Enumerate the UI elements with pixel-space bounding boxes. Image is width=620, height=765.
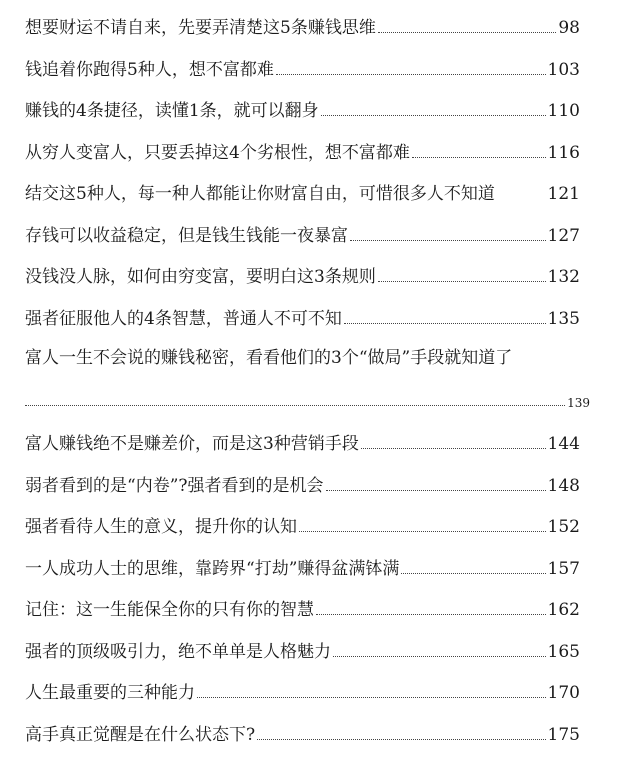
toc-entry-title: 强者征服他人的4条智慧，普通人不可不知 xyxy=(25,309,342,329)
dot-leader xyxy=(361,447,546,449)
toc-entry-title: 人生最重要的三种能力 xyxy=(25,683,195,703)
toc-entry-page: 110 xyxy=(547,101,580,121)
toc-entry[interactable] xyxy=(25,470,580,496)
dot-leader xyxy=(197,696,546,698)
toc-entry-page: 152 xyxy=(547,517,580,537)
toc-entry-title: 强者的顶级吸引力，绝不单单是人格魅力 xyxy=(25,642,331,662)
dot-leader xyxy=(299,530,546,532)
toc-entry-page: 116 xyxy=(547,143,580,163)
toc-entry[interactable] xyxy=(25,178,580,204)
toc-entry-title: 钱追着你跑得5种人，想不富都难 xyxy=(25,60,274,80)
toc-entry-title: 赚钱的4条捷径，读懂1条，就可以翻身 xyxy=(25,101,319,121)
toc-entry-title: 一人成功人士的思维，靠跨界“打劫”赚得盆满钵满 xyxy=(25,559,400,579)
toc-entry[interactable] xyxy=(25,553,580,579)
dot-leader xyxy=(326,489,546,491)
toc-entry-page: 139 xyxy=(567,396,590,410)
toc-entry[interactable] xyxy=(25,261,580,287)
toc-entry-title: 高手真正觉醒是在什么状态下? xyxy=(25,725,256,745)
toc-entry-page: 144 xyxy=(547,434,580,454)
toc-entry-page: 175 xyxy=(547,725,580,745)
toc-entry[interactable] xyxy=(25,137,580,163)
toc-entry[interactable] xyxy=(25,95,580,121)
toc-entry-title: 从穷人变富人，只要丢掉这4个劣根性，想不富都难 xyxy=(25,143,410,163)
toc-entry-wrapped-leader-line[interactable] xyxy=(25,395,590,409)
dot-leader xyxy=(333,655,546,657)
toc-entry-title: 记住：这一生能保全你的只有你的智慧 xyxy=(25,600,314,620)
toc-entry-page: 135 xyxy=(547,309,580,329)
toc-entry[interactable] xyxy=(25,54,580,80)
toc-entry[interactable] xyxy=(25,677,580,703)
table-of-contents xyxy=(25,0,590,765)
toc-entry-wrapped-title[interactable]: 富人一生不会说的赚钱秘密，看看他们的3个“做局”手段就知道了 xyxy=(25,348,513,368)
dot-leader xyxy=(344,322,546,324)
toc-entry-page: 103 xyxy=(547,60,580,80)
toc-entry-page: 98 xyxy=(558,18,580,38)
dot-leader xyxy=(276,73,546,75)
toc-entry[interactable] xyxy=(25,719,580,745)
dot-leader xyxy=(412,156,546,158)
dot-leader xyxy=(350,239,546,241)
dot-leader xyxy=(257,738,545,740)
toc-entry-page: 165 xyxy=(547,642,580,662)
toc-entry-title: 强者看待人生的意义，提升你的认知 xyxy=(25,517,297,537)
toc-entry-title: 结交这5种人，每一种人都能让你财富自由，可惜很多人不知道 xyxy=(25,184,495,204)
toc-entry[interactable] xyxy=(25,220,580,246)
toc-entry[interactable] xyxy=(25,12,580,38)
dot-leader xyxy=(25,404,565,406)
toc-entry-title: 想要财运不请自来，先要弄清楚这5条赚钱思维 xyxy=(25,18,376,38)
toc-entry[interactable] xyxy=(25,636,580,662)
toc-entry-page: 127 xyxy=(547,226,580,246)
dot-leader xyxy=(378,280,546,282)
toc-entry-page: 162 xyxy=(547,600,580,620)
toc-entry[interactable] xyxy=(25,303,580,329)
toc-entry[interactable] xyxy=(25,428,580,454)
toc-entry-page: 170 xyxy=(547,683,580,703)
toc-entry-title: 弱者看到的是“内卷”?强者看到的是机会 xyxy=(25,476,324,496)
dot-leader xyxy=(401,572,545,574)
toc-entry-title: 存钱可以收益稳定，但是钱生钱能一夜暴富 xyxy=(25,226,348,246)
toc-entry-page: 148 xyxy=(547,476,580,496)
toc-entry-page: 157 xyxy=(547,559,580,579)
toc-entry-title: 富人赚钱绝不是赚差价，而是这3种营销手段 xyxy=(25,434,359,454)
dot-leader xyxy=(378,31,557,33)
dot-leader xyxy=(321,114,546,116)
toc-entry-page: 121 xyxy=(547,184,580,204)
toc-entry-title: 没钱没人脉，如何由穷变富，要明白这3条规则 xyxy=(25,267,376,287)
toc-entry-page: 132 xyxy=(547,267,580,287)
dot-leader xyxy=(316,613,546,615)
toc-entry[interactable] xyxy=(25,594,580,620)
toc-entry[interactable] xyxy=(25,511,580,537)
